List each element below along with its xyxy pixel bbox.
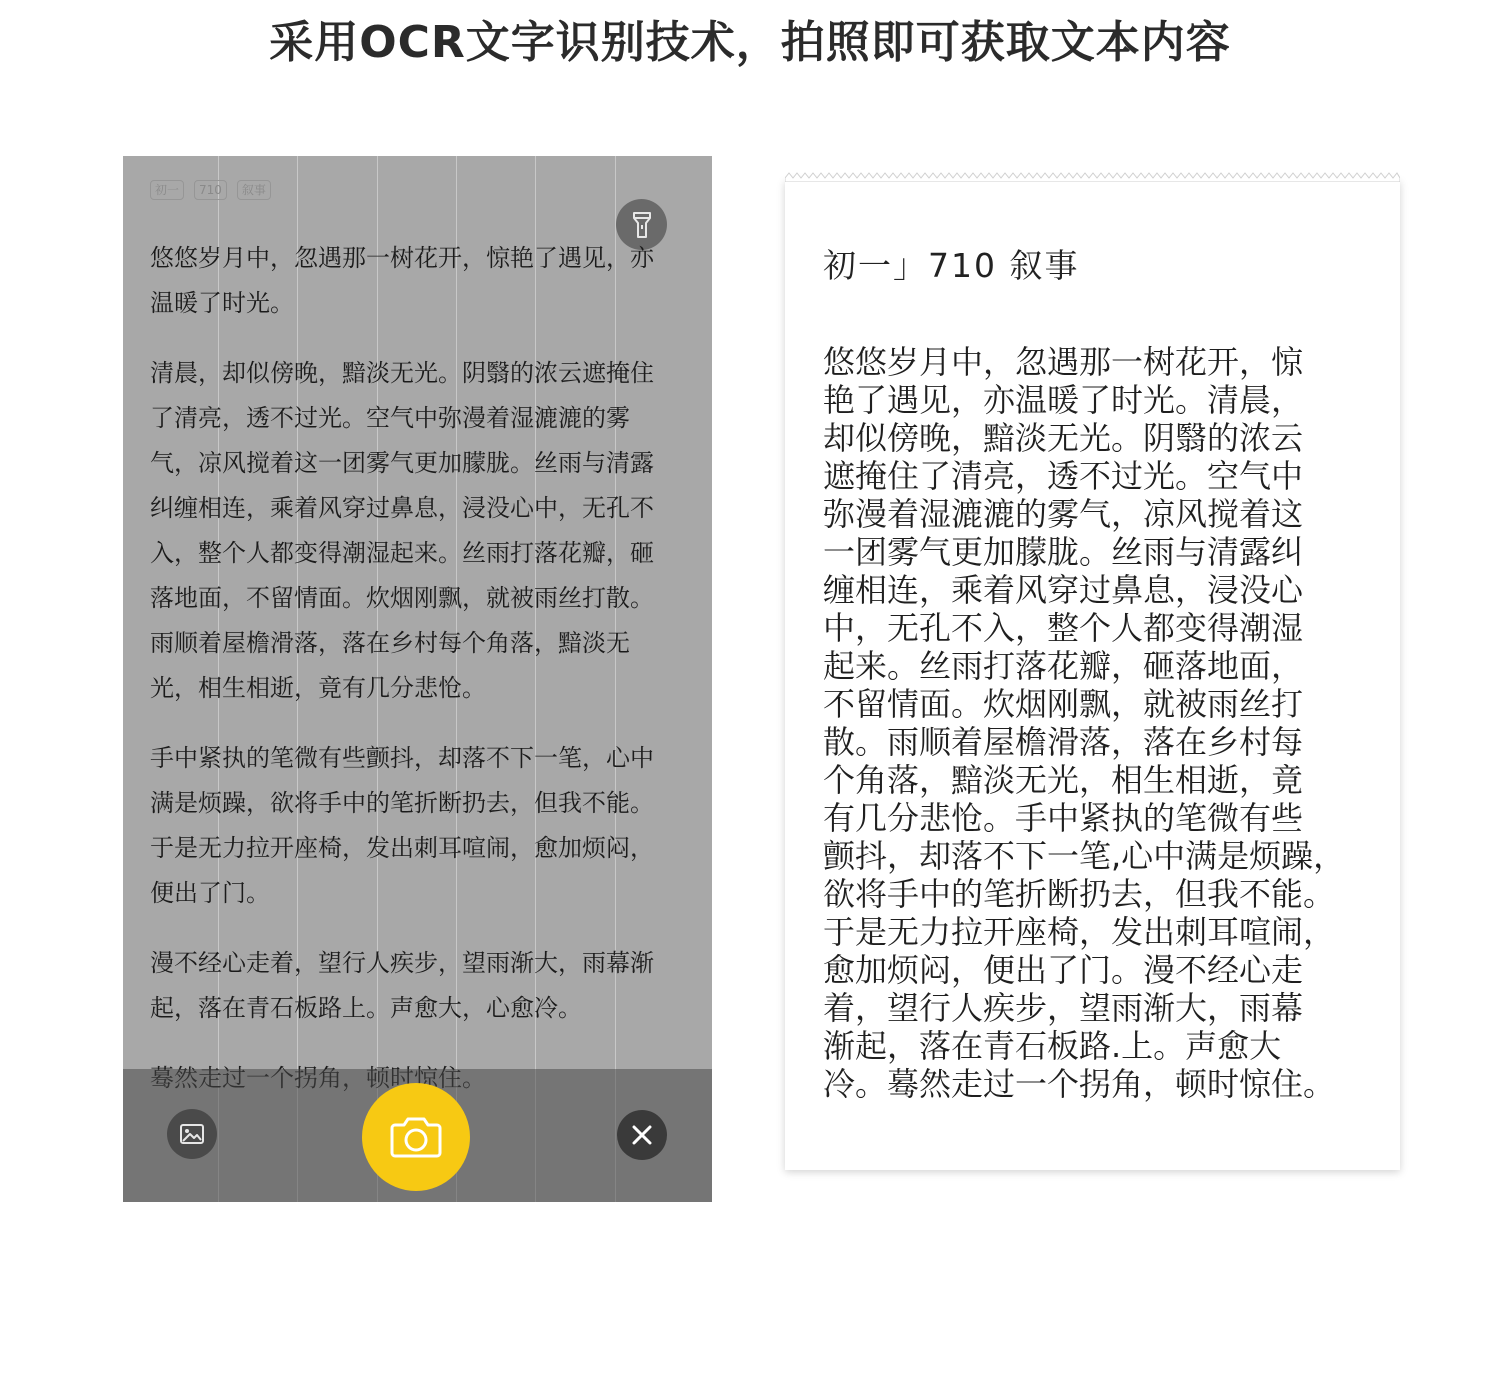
result-line: 悠悠岁月中，忽遇那一树花开，惊 [823, 343, 1304, 381]
result-line: 个角落，黯淡无光，相生相逝，竟 [823, 761, 1304, 799]
result-title: 初一」710 叙事 [823, 246, 1080, 285]
result-line: 不留情面。炊烟刚飘，就被雨丝打 [823, 685, 1304, 723]
camera-controls-bar [123, 1069, 712, 1202]
result-line: 散。雨顺着屋檐滑落，落在乡村每 [823, 723, 1304, 761]
torn-edge [785, 172, 1400, 182]
result-line: 愈加烦闷，便出了门。漫不经心走 [823, 951, 1304, 989]
paper-tags [150, 180, 271, 200]
result-line: 弥漫着湿漉漉的雾气，凉风搅着这 [823, 495, 1304, 533]
camera-viewfinder [123, 156, 712, 1202]
result-text [823, 343, 1393, 1103]
shutter-button[interactable] [362, 1083, 470, 1191]
ocr-result-sheet [785, 180, 1400, 1170]
result-line: 欲将手中的笔折断扔去，但我不能。 [823, 875, 1336, 913]
paragraph: 清晨，却似傍晚，黯淡无光。阴翳的浓云遮掩住了清亮，透不过光。空气中弥漫着湿漉漉的雾气，凉风搅着这一团雾气更加朦胧。丝雨与清露纠缠相连，乘着风穿过鼻息，浸没心中，无孔不入，整个人都变得潮湿起来。丝雨打落花瓣，砸落地面，不留情面。炊烟刚飘，就被雨丝打散。雨顺着屋檐滑落，落在乡村每个角落，黯淡无光，相生相逝，竟有几分悲怆。 [150, 359, 654, 702]
paragraph: 手中紧执的笔微有些颤抖，却落不下一笔，心中满是烦躁，欲将手中的笔折断扔去，但我不能。于是无力拉开座椅，发出刺耳喧闹，愈加烦闷，便出了门。 [150, 744, 654, 907]
result-line: 着，望行人疾步，望雨渐大，雨幕 [823, 989, 1304, 1027]
result-line: 冷。蓦然走过一个拐角，顿时惊住。 [823, 1065, 1336, 1103]
result-line: 缠相连，乘着风穿过鼻息，浸没心 [823, 571, 1304, 609]
result-line: 遮掩住了清亮，透不过光。空气中 [823, 457, 1304, 495]
result-line: 颤抖，却落不下一笔,心中满是烦躁， [823, 837, 1346, 875]
gallery-button[interactable] [167, 1109, 217, 1159]
result-line: 有几分悲怆。手中紧执的笔微有些 [823, 799, 1304, 837]
close-button[interactable] [617, 1110, 667, 1160]
close-icon [631, 1124, 653, 1146]
paper-tag: 710 [194, 180, 227, 200]
headline: 采用OCR文字识别技术，拍照即可获取文本内容 [269, 17, 1231, 68]
paragraph: 漫不经心走着，望行人疾步，望雨渐大，雨幕渐起，落在青石板路上。声愈大，心愈冷。 [150, 949, 654, 1022]
paragraph: 悠悠岁月中，忽遇那一树花开，惊艳了遇见，亦温暖了时光。 [150, 244, 654, 317]
photographed-text [150, 236, 670, 1126]
paper-tag: 初一 [150, 180, 184, 200]
paper-tag: 叙事 [237, 180, 271, 200]
result-line: 艳了遇见，亦温暖了时光。清晨， [823, 381, 1304, 419]
result-line: 一团雾气更加朦胧。丝雨与清露纠 [823, 533, 1304, 571]
camera-icon [389, 1115, 443, 1159]
result-line: 于是无力拉开座椅，发出刺耳喧闹， [823, 913, 1336, 951]
result-line: 起来。丝雨打落花瓣，砸落地面， [823, 647, 1304, 685]
result-line: 却似傍晚，黯淡无光。阴翳的浓云 [823, 419, 1304, 457]
flashlight-icon [631, 211, 653, 239]
result-line: 中，无孔不入，整个人都变得潮湿 [823, 609, 1304, 647]
result-line: 渐起，落在青石板路.上。声愈大 [823, 1027, 1282, 1065]
image-icon [179, 1123, 205, 1145]
